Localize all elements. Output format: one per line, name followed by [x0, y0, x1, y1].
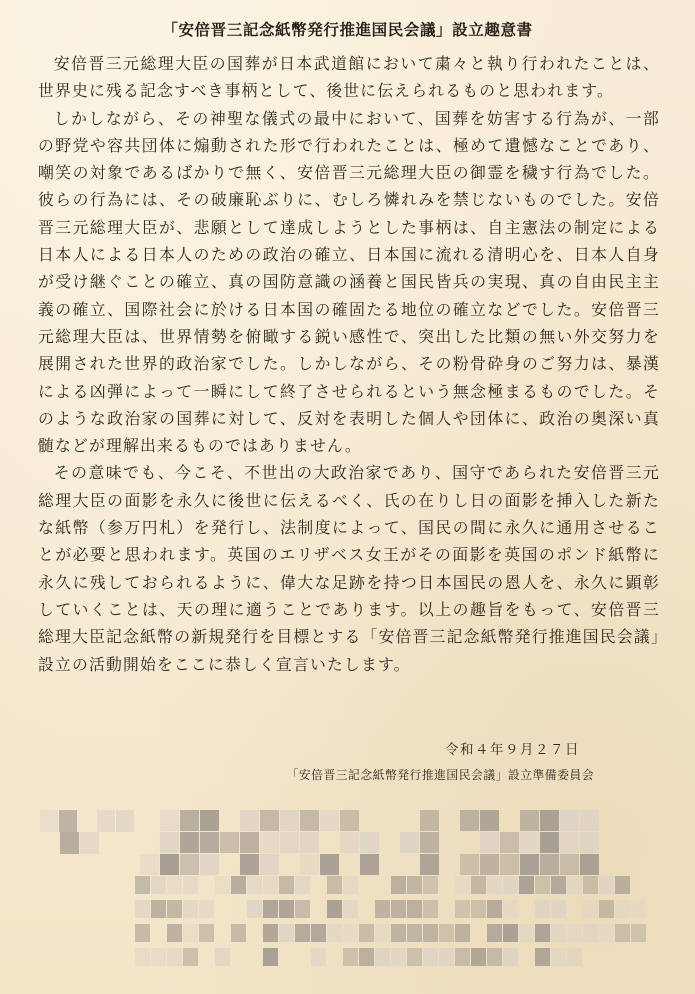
redaction-pixel	[460, 810, 479, 831]
redaction-pixel	[535, 924, 550, 942]
redaction-pixel	[199, 900, 214, 918]
redaction-pixel	[503, 876, 518, 894]
redaction-pixel	[551, 900, 566, 918]
redaction-pixel	[551, 948, 566, 966]
redaction-pixel	[199, 924, 214, 942]
redaction-pixel	[279, 876, 294, 894]
redaction-pixel	[311, 924, 326, 942]
redaction-pixel	[167, 924, 182, 942]
redaction-pixel	[240, 854, 259, 875]
redaction-pixel	[400, 832, 419, 853]
redaction-pixel	[343, 948, 358, 966]
redaction-pixel	[340, 810, 359, 831]
redaction-pixel	[300, 810, 319, 831]
redaction-pixel	[487, 876, 502, 894]
redaction-pixel	[343, 924, 358, 942]
redaction-pixel	[423, 876, 438, 894]
redaction-pixel	[97, 810, 115, 832]
redaction-pixel	[535, 876, 550, 894]
redaction-pixel	[423, 948, 438, 966]
redaction-pixel	[520, 854, 539, 875]
redaction-pixel	[420, 854, 439, 875]
redaction-pixel	[615, 876, 630, 894]
redaction-pixel	[135, 924, 150, 942]
paragraph-2: しかしながら、その神聖な儀式の最中において、国葬を妨害する行為が、一部の野党や容共団体に煽動された形で行われたことは、極めて遺憾なことであり、嘲笑の対象であるばかりで無く、安倍晋三元総理大臣の御霊を穢す行為でした。彼らの行為には、その破廉恥ぶりに、むしろ憐れみを禁じないものでした。安倍晋三元総理大臣が、悲願として達成しようとした事柄は、自主憲法の制定による日本人による日本人のための政治の確立、日本国に流れる清明心を、日本人自身が受け継ぐことの確立、真の国防意識の涵養と国民皆兵の実現、真の自由民主主義の確立、国際社会に於ける日本国の確固たる地位の確立などでした。安倍晋三元総理大臣は、世界情勢を俯瞰する鋭い感性で、突出した比類の無い外交努力を展開された世界的政治家でした。しかしながら、その粉骨砕身のご努力は、暴漢による凶弾によって一瞬にして終了させられるという無念極まるものでした。そのような政治家の国葬に対して、反対を表明した個人や団体に、政治の奥深い真髄などが理解出来るものではありません。	[38, 108, 660, 456]
redaction-pixel	[375, 900, 390, 918]
redaction-pixel	[215, 948, 230, 966]
redaction-pixel	[391, 876, 406, 894]
document-body	[38, 50, 660, 678]
document-date: 令和４年９月２７日	[445, 742, 580, 758]
redaction-pixel	[471, 900, 486, 918]
redaction-pixel	[167, 876, 182, 894]
redaction-pixel	[180, 810, 199, 831]
redaction-pixel	[407, 900, 422, 918]
redaction-pixel	[135, 948, 150, 966]
redaction-pixel	[599, 900, 614, 918]
redaction-pixel	[80, 832, 99, 854]
paragraph-3: その意味でも、今こそ、不世出の大政治家であり、国守であられた安倍晋三元総理大臣の面影を永久に後世に伝えるべく、氏の在りし日の面影を挿入した新たな紙幣（参万円札）を発行し、法制度によって、国民の間に永久に通用させることが必要と思われます。英国のエリザベス女王がその面影を英国のポンド紙幣に永久に残しておられるように、偉大な足跡を持つ日本国民の恩人を、永久に顕彰していくことは、天の理に適うことであります。以上の趣旨をもって、安倍晋三総理大臣記念紙幣の新規発行を目標とする「安倍晋三記念紙幣発行推進国民会議」設立の活動開始をここに恭しく宣言いたします。	[38, 463, 660, 674]
redaction-pixel	[407, 924, 422, 942]
redaction-pixel	[300, 832, 319, 853]
redaction-pixel	[220, 832, 239, 853]
redaction-pixel	[183, 924, 198, 942]
redaction-pixel	[560, 854, 579, 875]
redaction-pixel	[551, 876, 566, 894]
redaction-pixel	[615, 900, 630, 918]
redaction-pixel	[567, 924, 582, 942]
redaction-pixel	[391, 924, 406, 942]
redaction-pixel	[487, 900, 502, 918]
redaction-pixel	[160, 854, 179, 875]
redaction-pixel	[583, 924, 598, 942]
redaction-pixel	[439, 948, 454, 966]
redaction-pixel	[420, 832, 439, 853]
redaction-pixel	[183, 948, 198, 966]
redaction-pixel	[40, 810, 58, 832]
redaction-pixel	[200, 832, 219, 853]
redaction-pixel	[503, 900, 518, 918]
redaction-pixel	[320, 854, 339, 875]
redaction-pixel	[116, 810, 134, 832]
redaction-pixel	[300, 854, 319, 875]
redaction-pixel	[59, 810, 77, 832]
redaction-pixel	[455, 900, 470, 918]
redaction-pixel	[151, 948, 166, 966]
redaction-pixel	[560, 832, 579, 853]
redaction-pixel	[631, 900, 646, 918]
redaction-pixel	[360, 854, 379, 875]
redaction-pixel	[320, 810, 339, 831]
redaction-pixel	[487, 924, 502, 942]
redaction-pixel	[340, 832, 359, 853]
redaction-pixel	[567, 876, 582, 894]
redaction-pixel	[439, 924, 454, 942]
redaction-pixel	[260, 810, 279, 831]
redaction-pixel	[263, 900, 278, 918]
redaction-pixel	[560, 810, 579, 831]
redaction-pixel	[263, 876, 278, 894]
redaction-pixel	[183, 900, 198, 918]
redaction-pixel	[420, 810, 439, 831]
redacted-signature-area	[40, 810, 660, 990]
redaction-pixel	[375, 948, 390, 966]
redaction-pixel	[535, 948, 550, 966]
paragraph-1: 安倍晋三元総理大臣の国葬が日本武道館において粛々と執り行われたことは、世界史に残る記念すべき事柄として、後世に伝えられるものと思われます。	[38, 54, 660, 101]
redaction-pixel	[231, 924, 246, 942]
redaction-pixel	[580, 832, 599, 853]
redaction-pixel	[295, 900, 310, 918]
redaction-pixel	[471, 948, 486, 966]
redaction-pixel	[455, 876, 470, 894]
redaction-pixel	[580, 854, 599, 875]
redaction-pixel	[280, 810, 299, 831]
committee-name: 「安倍晋三記念紙幣発行推進国民会議」設立準備委員会	[286, 768, 594, 782]
redaction-pixel	[135, 876, 150, 894]
redaction-pixel	[503, 924, 518, 942]
redaction-pixel	[407, 948, 422, 966]
redaction-pixel	[423, 924, 438, 942]
redaction-pixel	[247, 876, 262, 894]
redaction-pixel	[551, 924, 566, 942]
redaction-pixel	[567, 948, 582, 966]
redaction-pixel	[215, 876, 230, 894]
redaction-pixel	[500, 854, 519, 875]
redaction-pixel	[375, 924, 390, 942]
redaction-pixel	[160, 832, 179, 853]
redaction-pixel	[423, 900, 438, 918]
redaction-pixel	[520, 832, 539, 853]
redaction-pixel	[260, 854, 279, 875]
redaction-pixel	[520, 810, 539, 831]
redaction-pixel	[327, 876, 342, 894]
redaction-pixel	[279, 924, 294, 942]
redaction-pixel	[343, 900, 358, 918]
redaction-pixel	[167, 948, 182, 966]
redaction-pixel	[359, 948, 374, 966]
redaction-pixel	[247, 900, 262, 918]
redaction-pixel	[263, 924, 278, 942]
redaction-pixel	[615, 924, 630, 942]
redaction-pixel	[480, 832, 499, 853]
redaction-pixel	[60, 832, 79, 854]
redaction-pixel	[160, 810, 179, 831]
redaction-pixel	[183, 876, 198, 894]
redaction-pixel	[260, 832, 279, 853]
redaction-pixel	[180, 854, 199, 875]
redaction-pixel	[540, 854, 559, 875]
redaction-pixel	[263, 948, 278, 966]
redaction-pixel	[487, 948, 502, 966]
redaction-pixel	[240, 810, 259, 831]
redaction-pixel	[500, 832, 519, 853]
redaction-pixel	[327, 924, 342, 942]
redaction-pixel	[407, 876, 422, 894]
redaction-pixel	[231, 876, 246, 894]
redaction-pixel	[391, 900, 406, 918]
redaction-pixel	[180, 832, 199, 853]
redaction-pixel	[480, 810, 499, 831]
redaction-pixel	[599, 924, 614, 942]
redaction-pixel	[140, 854, 159, 875]
document-title: 「安倍晋三記念紙幣発行推進国民会議」設立趣意書	[162, 21, 533, 39]
redaction-pixel	[167, 900, 182, 918]
redaction-pixel	[519, 924, 534, 942]
redaction-pixel	[471, 876, 486, 894]
redaction-pixel	[540, 832, 559, 853]
redaction-pixel	[295, 924, 310, 942]
signature-block	[286, 738, 594, 783]
redaction-pixel	[151, 900, 166, 918]
redaction-pixel	[599, 876, 614, 894]
redaction-pixel	[295, 876, 310, 894]
redaction-pixel	[631, 924, 646, 942]
redaction-pixel	[540, 810, 559, 831]
redaction-pixel	[583, 900, 598, 918]
redaction-pixel	[455, 924, 470, 942]
redaction-pixel	[519, 876, 534, 894]
redaction-pixel	[151, 876, 166, 894]
redaction-pixel	[460, 854, 479, 875]
redaction-pixel	[327, 900, 342, 918]
redaction-pixel	[580, 810, 599, 831]
redaction-pixel	[200, 854, 219, 875]
redaction-pixel	[240, 832, 259, 853]
redaction-pixel	[503, 948, 518, 966]
redaction-pixel	[311, 948, 326, 966]
redaction-pixel	[480, 854, 499, 875]
redaction-pixel	[135, 900, 150, 918]
redaction-pixel	[279, 900, 294, 918]
redaction-pixel	[360, 832, 379, 853]
redaction-pixel	[455, 948, 470, 966]
redaction-pixel	[280, 832, 299, 853]
redaction-pixel	[583, 876, 598, 894]
redaction-pixel	[535, 900, 550, 918]
redaction-pixel	[391, 948, 406, 966]
redaction-pixel	[343, 876, 358, 894]
redaction-pixel	[359, 924, 374, 942]
redaction-pixel	[200, 810, 219, 831]
